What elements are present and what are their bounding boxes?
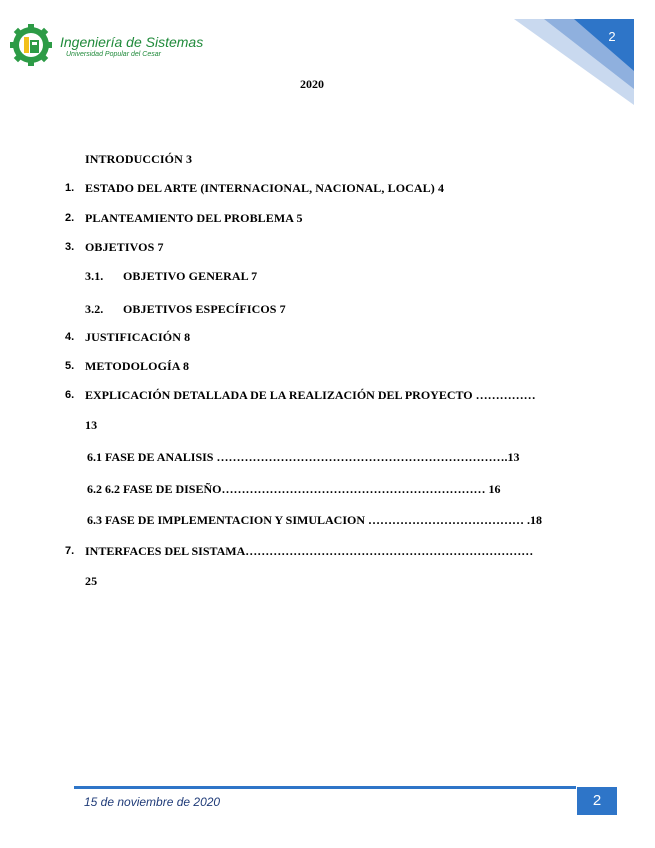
brand-subtitle: Universidad Popular del Cesar [66,51,161,58]
toc-entry: 6.3 FASE DE IMPLEMENTACION Y SIMULACION ………………………………… .18 [87,513,543,527]
toc-number: 5. [65,360,75,372]
toc-number: 7. [65,545,75,557]
toc-number: 6. [65,389,75,401]
toc-number: 4. [65,331,75,343]
university-logo-icon [10,24,52,66]
document-year: 2020 [300,77,324,91]
toc-entry: JUSTIFICACIÓN 8 [85,330,191,344]
toc-number: 3. [65,241,75,253]
toc-number: 2. [65,212,75,224]
toc-entry: 6.2 6.2 FASE DE DISEÑO………………………………………………………… 16 [87,482,501,496]
brand-title: Ingeniería de Sistemas [60,34,204,50]
toc-page: 13 [85,418,98,432]
toc-page: 25 [85,574,98,588]
corner-page-number: 2 [608,29,616,44]
toc-number: 1. [65,182,75,194]
toc-entry: PLANTEAMIENTO DEL PROBLEMA 5 [85,211,303,225]
footer-page-number: 2 [577,787,617,815]
toc-entry: METODOLOGÍA 8 [85,359,190,373]
toc-entry: ESTADO DEL ARTE (INTERNACIONAL, NACIONAL, LOCAL) 4 [85,181,445,195]
toc-subnumber: 3.2. [85,302,104,316]
toc-entry: 6.1 FASE DE ANALISIS ……………………………………………………………….13 [87,450,520,464]
toc-intro: INTRODUCCIÓN 3 [85,152,193,166]
toc-entry: INTERFACES DEL SISTAMA……………………………………………………………… [85,544,534,558]
toc-entry: OBJETIVO GENERAL 7 [123,269,258,283]
toc-entry: OBJETIVOS 7 [85,240,164,254]
toc-subnumber: 3.1. [85,269,104,283]
toc-entry: EXPLICACIÓN DETALLADA DE LA REALIZACIÓN DEL PROYECTO …………… [85,388,536,402]
toc-entry: OBJETIVOS ESPECÍFICOS 7 [123,302,286,316]
footer-date: 15 de noviembre de 2020 [84,795,221,809]
footer-divider [74,786,576,789]
